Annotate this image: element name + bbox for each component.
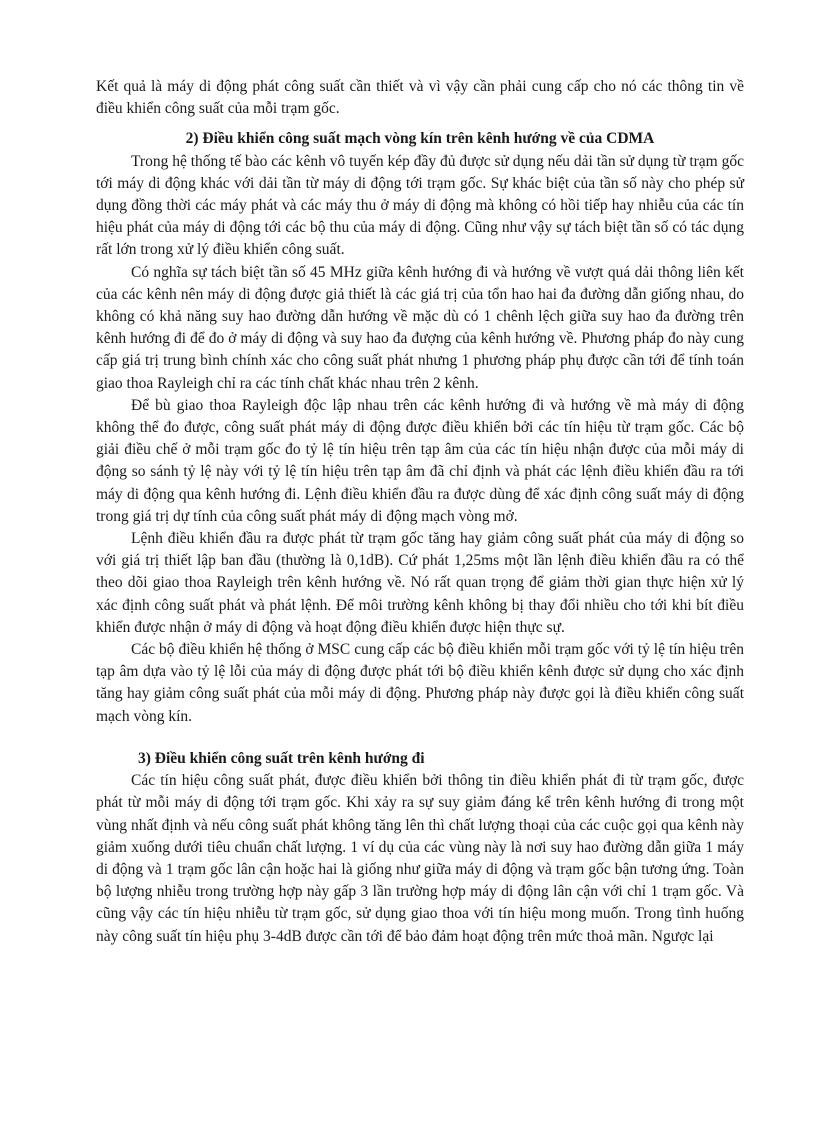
section-2-paragraph-5: Các bộ điều khiển hệ thống ở MSC cung cấp các bộ điều khiển mỗi trạm gốc với tỷ lệ tín hiệu trên tạp âm dựa vào tỷ lệ lỗi của máy di động được phát tới bộ điều khiển kênh được sử dụng cho xác định tăng hay giảm công suất phát của mỗi máy di động. Phương pháp này được gọi là điều khiển công suất mạch vòng kín.	[96, 641, 744, 725]
section-2-paragraph-2: Có nghĩa sự tách biệt tần số 45 MHz giữa kênh hướng đi và hướng về vượt quá dải thông liên kết của các kênh nên máy di động được giả thiết là các giá trị của tổn hao hai đa đường dẫn giống nhau, do không có khả năng suy hao đường dẫn hướng về mặc dù có 1 chênh lệch giữa suy hao đa đường trên kênh hướng đi để đo ở máy di động và suy hao đa đượng của kênh hướng về. Phương pháp đo này cung cấp giá trị trung bình chính xác cho công suất phát nhưng 1 phương pháp phụ được cần tới để tính toán giao thoa Rayleigh chỉ ra các tính chất khác nhau trên 2 kênh.	[96, 263, 744, 392]
section-3-heading: 3) Điều khiển công suất trên kênh hướng đi	[138, 749, 425, 767]
intro-paragraph: Kết quả là máy di động phát công suất cần thiết và vì vậy cần phải cung cấp cho nó các thông tin về điều khiển công suất của mỗi trạm gốc.	[96, 78, 744, 118]
section-2-paragraph-1: Trong hệ thống tế bào các kênh vô tuyến kép đầy đủ được sử dụng nếu dải tần sử dụng từ trạm gốc tới máy di động khác với dải tần từ máy di động tới trạm gốc. Sự khác biệt của tần số này cho phép sử dụng đồng thời các máy phát và các máy thu ở máy di động mà không có hồi tiếp hay nhiễu của các tín hiệu phát của máy di động tới các bộ thu của máy di động. Cũng như vậy sự tách biệt tần số có tác dụng rất lớn trong xử lý điều khiển công suất.	[96, 152, 744, 259]
section-2-heading: 2) Điều khiển công suất mạch vòng kín trên kênh hướng về của CDMA	[185, 130, 655, 148]
section-2-paragraph-4: Lệnh điều khiển đầu ra được phát từ trạm gốc tăng hay giảm công suất phát của máy di động so với giá trị thiết lập ban đầu (thường là 0,1dB). Cứ phát 1,25ms một lần lệnh điều khiển đầu ra có thể theo dõi giao thoa Rayleigh trên kênh hướng về. Nó rất quan trọng để giảm thời gian thực hiện xử lý xác định công suất phát và phát lệnh. Để môi trường kênh không bị thay đổi nhiều cho tới khi bít điều khiển được nhận ở máy di động và hoạt động điều khiển được hiện thực sự.	[96, 530, 744, 636]
section-3-paragraph-1: Các tín hiệu công suất phát, được điều khiển bởi thông tin điều khiển phát đi từ trạm gốc, được phát từ mỗi máy di động tới trạm gốc. Khi xảy ra sự suy giảm đáng kể trên kênh hướng đi trong một vùng nhất định và nếu công suất phát không tăng lên thì chất lượng thoại của các cuộc gọi qua kênh này giảm xuống dưới tiêu chuẩn chất lượng. 1 ví dụ của các vùng này là nơi suy hao đường dẫn giữa 1 máy di động và 1 trạm gốc lân cận hoặc hai là giống như giữa máy di động và trạm gốc bận tương ứng. Toàn bộ lượng nhiễu trong trường hợp này gấp 3 lần trường hợp máy di động lân cận với chỉ 1 trạm gốc. Và cũng vậy các tín hiệu nhiễu từ trạm gốc, sử dụng giao thoa với tín hiệu mong muốn. Trong tình huống này công suất tín hiệu phụ 3-4dB được cần tới để bảo đảm hoạt động trên mức thoả mãn. Ngược lại	[96, 772, 744, 945]
section-2-paragraph-3: Để bù giao thoa Rayleigh độc lập nhau trên các kênh hướng đi và hướng về mà máy di động không thể đo được, công suất phát máy di động được điều khiển bởi các tín hiệu từ trạm gốc. Các bộ giải điều chế ở mỗi trạm gốc đo tỷ lệ tín hiệu trên tạp âm của các tín hiệu nhận được của mỗi máy di động so sánh tỷ lệ này với tỷ lệ tín hiệu trên tạp âm đã chỉ định và phát các lệnh điều khiển đầu ra tới máy di động qua kênh hướng đi. Lệnh điều khiển đầu ra được dùng để xác định công suất máy di động trong giá trị dự tính của công suất phát máy di động mạch vòng mở.	[96, 396, 744, 525]
document-page	[96, 76, 744, 948]
